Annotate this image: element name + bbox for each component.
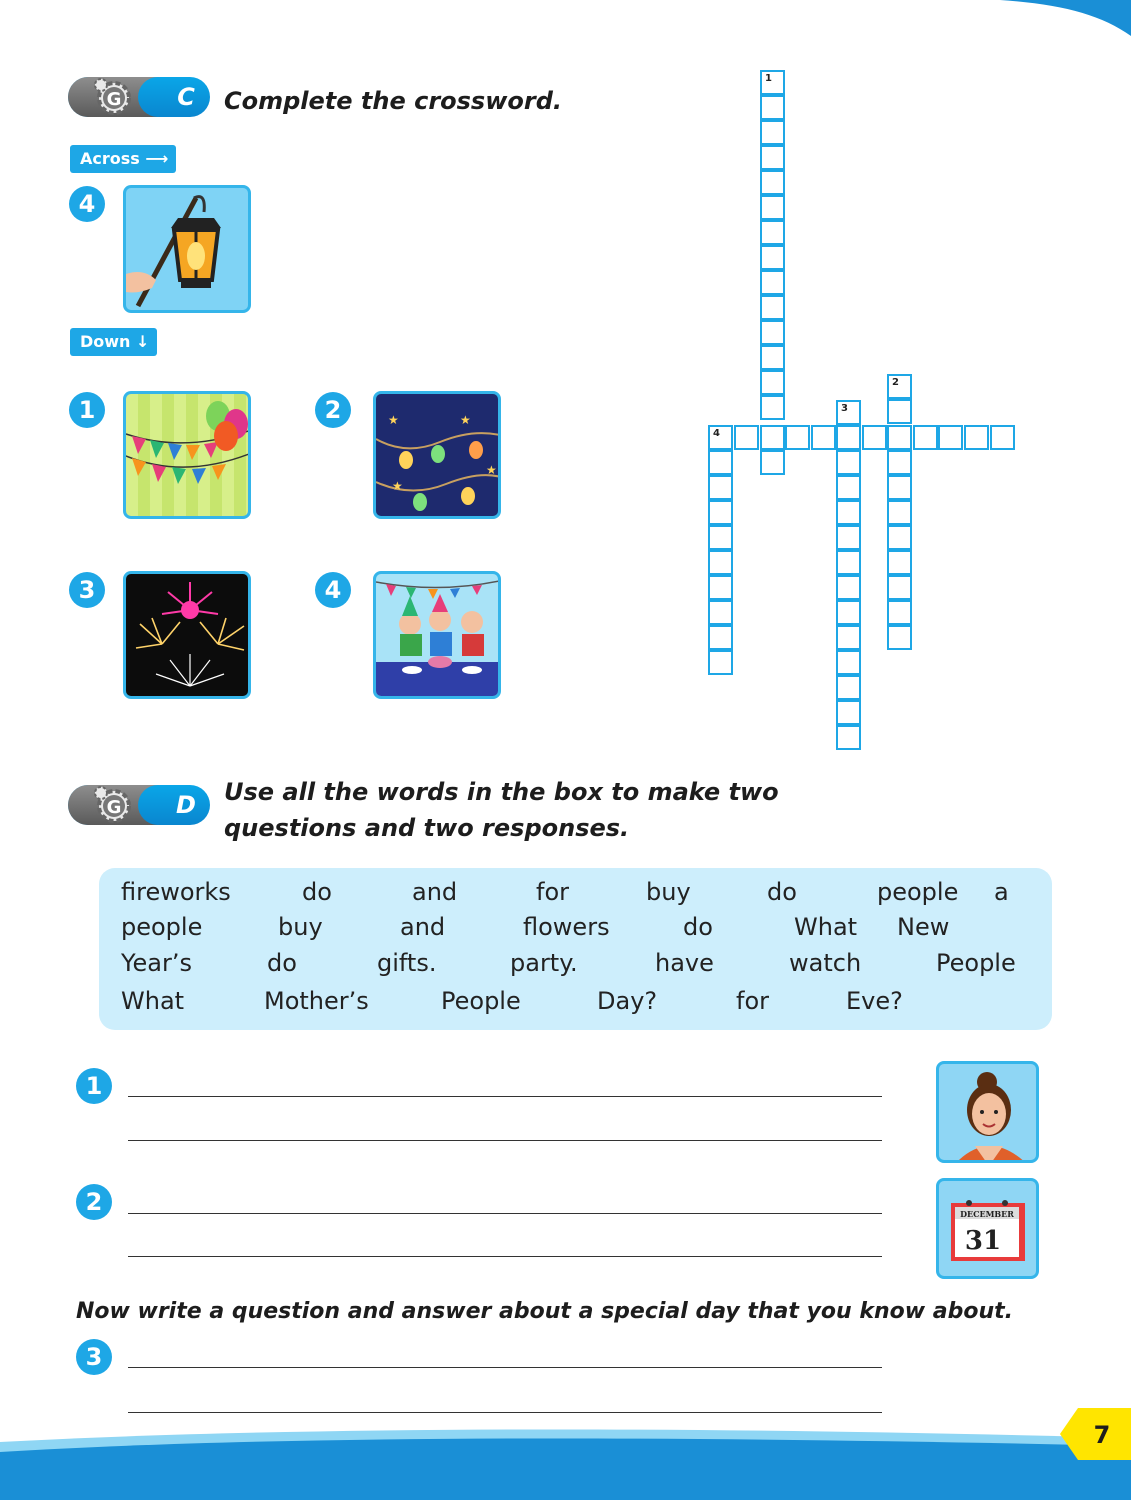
crossword-cell[interactable]: [811, 425, 836, 450]
party-tile: [373, 571, 501, 699]
crossword-cell[interactable]: [734, 425, 759, 450]
crossword-cell[interactable]: [964, 425, 989, 450]
party-icon: [376, 574, 501, 699]
crossword-cell[interactable]: [760, 145, 785, 170]
across-clue-number: 4: [69, 186, 105, 222]
crossword-cell[interactable]: [836, 575, 861, 600]
crossword-cell[interactable]: [836, 625, 861, 650]
word: Year’s: [121, 949, 192, 977]
word: flowers: [523, 913, 610, 941]
crossword-cell[interactable]: [836, 700, 861, 725]
crossword-cell[interactable]: [862, 425, 887, 450]
crossword-cell[interactable]: [836, 725, 861, 750]
arrow-down-icon: ↓: [136, 332, 150, 351]
section-c-instruction: Complete the crossword.: [224, 87, 563, 115]
crossword-cell[interactable]: [708, 475, 733, 500]
crossword-cell[interactable]: [708, 600, 733, 625]
word: People: [936, 949, 1016, 977]
svg-text:★: ★: [486, 463, 497, 477]
svg-text:★: ★: [392, 479, 403, 493]
crossword-cell[interactable]: [887, 500, 912, 525]
crossword-number-4: 4: [713, 428, 720, 439]
crossword-cell[interactable]: [708, 575, 733, 600]
gear-letter: G: [106, 89, 122, 110]
calendar-icon: [939, 1181, 1039, 1279]
crossword-cell[interactable]: [760, 320, 785, 345]
lantern-tile: [123, 185, 251, 313]
crossword-cell[interactable]: [708, 625, 733, 650]
svg-text:★: ★: [460, 413, 471, 427]
word: People: [441, 987, 521, 1015]
svg-text:★: ★: [388, 413, 399, 427]
crossword-cell[interactable]: [836, 450, 861, 475]
crossword-cell[interactable]: [708, 425, 733, 450]
word: buy: [646, 878, 691, 906]
special-day-prompt: Now write a question and answer about a special day that you know about.: [76, 1299, 1013, 1324]
word: for: [536, 878, 569, 906]
crossword-cell[interactable]: [836, 600, 861, 625]
crossword-cell[interactable]: [836, 675, 861, 700]
crossword-cell[interactable]: [990, 425, 1015, 450]
crossword-cell[interactable]: [760, 95, 785, 120]
page-number-tab: [1060, 1408, 1131, 1460]
word: and: [400, 913, 446, 941]
word: do: [767, 878, 797, 906]
crossword-cell[interactable]: [760, 245, 785, 270]
answer-number-3: 3: [76, 1339, 112, 1375]
crossword-cell[interactable]: [836, 475, 861, 500]
crossword-cell[interactable]: [760, 220, 785, 245]
section-letter: C: [177, 83, 195, 111]
crossword-cell[interactable]: [913, 425, 938, 450]
word: gifts.: [377, 949, 437, 977]
answer-line[interactable]: [128, 1140, 882, 1141]
section-d-instruction-line-1: Use all the words in the box to make two: [224, 778, 779, 806]
crossword-number-1: 1: [765, 73, 772, 84]
string-lights-icon: [376, 394, 501, 519]
word: a: [994, 878, 1009, 906]
crossword-cell[interactable]: [760, 345, 785, 370]
crossword-cell[interactable]: [760, 120, 785, 145]
across-label: Across: [80, 149, 140, 168]
crossword-cell[interactable]: [760, 370, 785, 395]
crossword-cell[interactable]: [785, 425, 810, 450]
word: Mother’s: [264, 987, 369, 1015]
crossword-cell[interactable]: [708, 500, 733, 525]
crossword-cell[interactable]: [760, 395, 785, 420]
woman-tile: [936, 1061, 1039, 1163]
crossword-cell[interactable]: [760, 70, 785, 95]
word: Day?: [597, 987, 658, 1015]
answer-line[interactable]: [128, 1367, 882, 1368]
crossword-cell[interactable]: [760, 170, 785, 195]
crossword-cell[interactable]: [887, 575, 912, 600]
calendar-tile: [936, 1178, 1039, 1279]
crossword-cell[interactable]: [708, 525, 733, 550]
crossword-cell[interactable]: [836, 650, 861, 675]
crossword-cell[interactable]: [836, 425, 861, 450]
answer-line[interactable]: [128, 1256, 882, 1257]
word: watch: [789, 949, 862, 977]
woman-icon: [939, 1064, 1039, 1163]
gear-letter: G: [106, 797, 122, 818]
word: people: [877, 878, 959, 906]
word: do: [683, 913, 713, 941]
word: New: [897, 913, 950, 941]
crossword-number-2: 2: [892, 377, 899, 388]
section-d-instruction-line-2: questions and two responses.: [224, 814, 630, 842]
crossword-cell[interactable]: [708, 550, 733, 575]
crossword-cell[interactable]: [887, 399, 912, 424]
down-clue-number-3: 3: [69, 572, 105, 608]
gear-icon: [88, 72, 138, 122]
section-d-badge: [68, 780, 210, 830]
calendar-day: 31: [964, 1226, 1002, 1256]
word: and: [412, 878, 458, 906]
bottom-wave-decoration: [0, 1420, 1131, 1500]
bunting-tile: [123, 391, 251, 519]
word: have: [655, 949, 714, 977]
word: do: [302, 878, 332, 906]
answer-number-1: 1: [76, 1068, 112, 1104]
word: Eve?: [846, 987, 903, 1015]
string-lights-tile: [373, 391, 501, 519]
down-label: Down: [80, 332, 131, 351]
crossword-cell[interactable]: [760, 425, 785, 450]
page-number: 7: [1093, 1421, 1111, 1449]
crossword-cell[interactable]: [887, 550, 912, 575]
down-clue-number-2: 2: [315, 392, 351, 428]
down-label-tag: [70, 328, 157, 356]
crossword-cell[interactable]: [836, 525, 861, 550]
crossword-cell[interactable]: [836, 500, 861, 525]
fireworks-icon: [126, 574, 251, 699]
answer-line[interactable]: [128, 1096, 882, 1097]
calendar-month: DECEMBER: [960, 1209, 1014, 1219]
answer-line[interactable]: [128, 1213, 882, 1214]
gear-icon: [88, 780, 138, 830]
crossword-cell[interactable]: [887, 374, 912, 399]
crossword-cell[interactable]: [836, 550, 861, 575]
crossword-cell[interactable]: [760, 195, 785, 220]
crossword-cell[interactable]: [887, 600, 912, 625]
section-letter: D: [176, 791, 196, 819]
crossword-cell[interactable]: [887, 625, 912, 650]
arrow-right-icon: ⟶: [145, 149, 169, 168]
word: party.: [510, 949, 578, 977]
crossword-cell[interactable]: [708, 450, 733, 475]
crossword-cell[interactable]: [760, 450, 785, 475]
crossword-cell[interactable]: [708, 650, 733, 675]
crossword-cell[interactable]: [887, 450, 912, 475]
crossword-cell[interactable]: [760, 295, 785, 320]
section-c-badge: [68, 72, 210, 122]
bunting-balloons-icon: [126, 394, 251, 519]
word: buy: [278, 913, 323, 941]
crossword-cell[interactable]: [836, 400, 861, 425]
word: for: [736, 987, 769, 1015]
down-clue-number-1: 1: [69, 392, 105, 428]
word: do: [267, 949, 297, 977]
answer-number-2: 2: [76, 1184, 112, 1220]
word: fireworks: [121, 878, 231, 906]
word: What: [794, 913, 858, 941]
word: people: [121, 913, 203, 941]
crossword-cell[interactable]: [887, 525, 912, 550]
across-label-tag: [70, 145, 176, 173]
lantern-icon: [126, 188, 251, 313]
corner-decoration: [1000, 0, 1131, 40]
crossword-cell[interactable]: [760, 270, 785, 295]
word: What: [121, 987, 185, 1015]
crossword-cell[interactable]: [887, 475, 912, 500]
crossword-cell[interactable]: [887, 425, 912, 450]
answer-line[interactable]: [128, 1412, 882, 1413]
fireworks-tile: [123, 571, 251, 699]
crossword-number-3: 3: [841, 403, 848, 414]
crossword-cell[interactable]: [938, 425, 963, 450]
down-clue-number-4: 4: [315, 572, 351, 608]
